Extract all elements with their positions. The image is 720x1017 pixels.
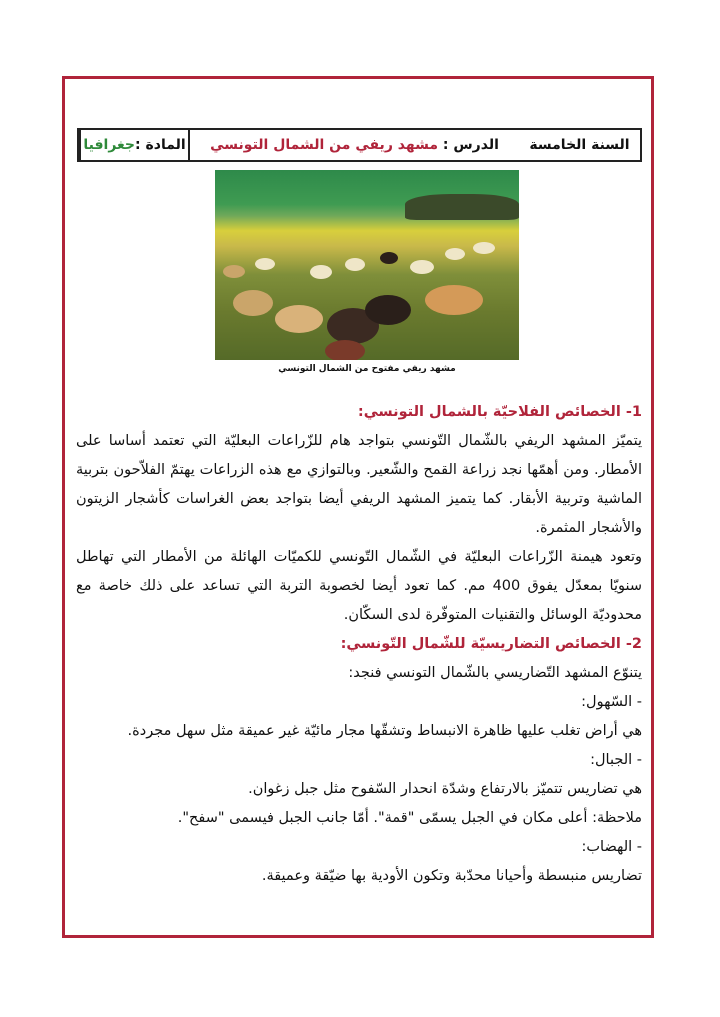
note-text: ملاحظة: أعلى مكان في الجبل يسمّى "قمة". أمّا جانب الجبل فيسمى "سفح".: [177, 810, 642, 826]
sheep-shape: [275, 305, 323, 333]
lesson-header-table: [77, 128, 642, 162]
sheep-shape: [345, 258, 365, 271]
lesson-title: مشهد ريفي من الشمال التونسي: [210, 137, 438, 153]
sheep-shape: [255, 258, 275, 270]
sheep-shape: [380, 252, 398, 264]
plateaus-heading: - الهضاب:: [581, 839, 642, 855]
section2-intro: يتنوّع المشهد التّضاريسي بالشّمال التونسي فنجد:: [348, 665, 642, 681]
subject-cell: [79, 130, 188, 160]
grade-label: السنة الخامسة: [529, 137, 630, 153]
subject-value: جغرافيا: [83, 137, 136, 153]
section1-paragraph1: يتميّز المشهد الريفي بالشّمال التّونسي بتواجد هام للزّراعات البعليّة التي تعتمد أساسا على الأمطار. ومن أهمّها نجد زراعة القمح والشّعير. وبالتوازي مع هذه الزراعات يهتمّ الفلاّحون بتربية الماشية وتربية الأبقار. كما يتميز المشهد الريفي أيضا بتواجد بعض الغراسات كأشجار الزيتون والأشجار المثمرة.: [76, 433, 642, 536]
sheep-shape: [445, 248, 465, 260]
sheep-shape: [365, 295, 411, 325]
grade-cell: [519, 130, 640, 160]
lesson-content: [76, 398, 642, 891]
rural-landscape-photo: [215, 170, 519, 360]
plateaus-text: تضاريس منبسطة وأحيانا محدّبة وتكون الأودية بها ضيّقة وعميقة.: [261, 868, 642, 884]
mountains-heading: - الجبال:: [590, 752, 642, 768]
sheep-shape: [425, 285, 483, 315]
sheep-shape: [473, 242, 495, 254]
tree-line: [405, 194, 519, 220]
sheep-shape: [325, 340, 365, 360]
image-caption: مشهد ريفي مفتوح من الشمال التونسي: [278, 364, 456, 374]
section1-paragraph2: وتعود هيمنة الزّراعات البعليّة في الشّمال التّونسي للكميّات الهائلة من الأمطار التي تهاطل سنويّا بمعدّل يفوق 400 مم. كما تعود أيضا لخصوبة التربة التي تساعد على ذلك خاصة مع محدوديّة الوسائل والتقنيات المتوفّرة لدى السكّان.: [76, 549, 642, 623]
sheep-shape: [233, 290, 273, 316]
mountains-text: هي تضاريس تتميّز بالارتفاع وشدّة انحدار السّفوح مثل جبل زغوان.: [248, 781, 642, 797]
section1-heading: 1- الخصائص الفلاحيّة بالشمال التونسي:: [357, 404, 642, 420]
lesson-cell: [188, 130, 519, 160]
plains-text: هي أراض تغلب عليها ظاهرة الانبساط وتشقّها مجار مائيّة غير عميقة مثل سهل مجردة.: [127, 723, 642, 739]
sheep-shape: [410, 260, 434, 274]
plains-heading: - السّهول:: [581, 694, 642, 710]
sheep-shape: [310, 265, 332, 279]
subject-label: المادة :: [135, 137, 186, 153]
sheep-shape: [223, 265, 245, 278]
lesson-label: الدرس :: [442, 137, 499, 153]
section2-heading: 2- الخصائص التضاريسيّة للشّمال التّونسي:: [340, 636, 642, 652]
